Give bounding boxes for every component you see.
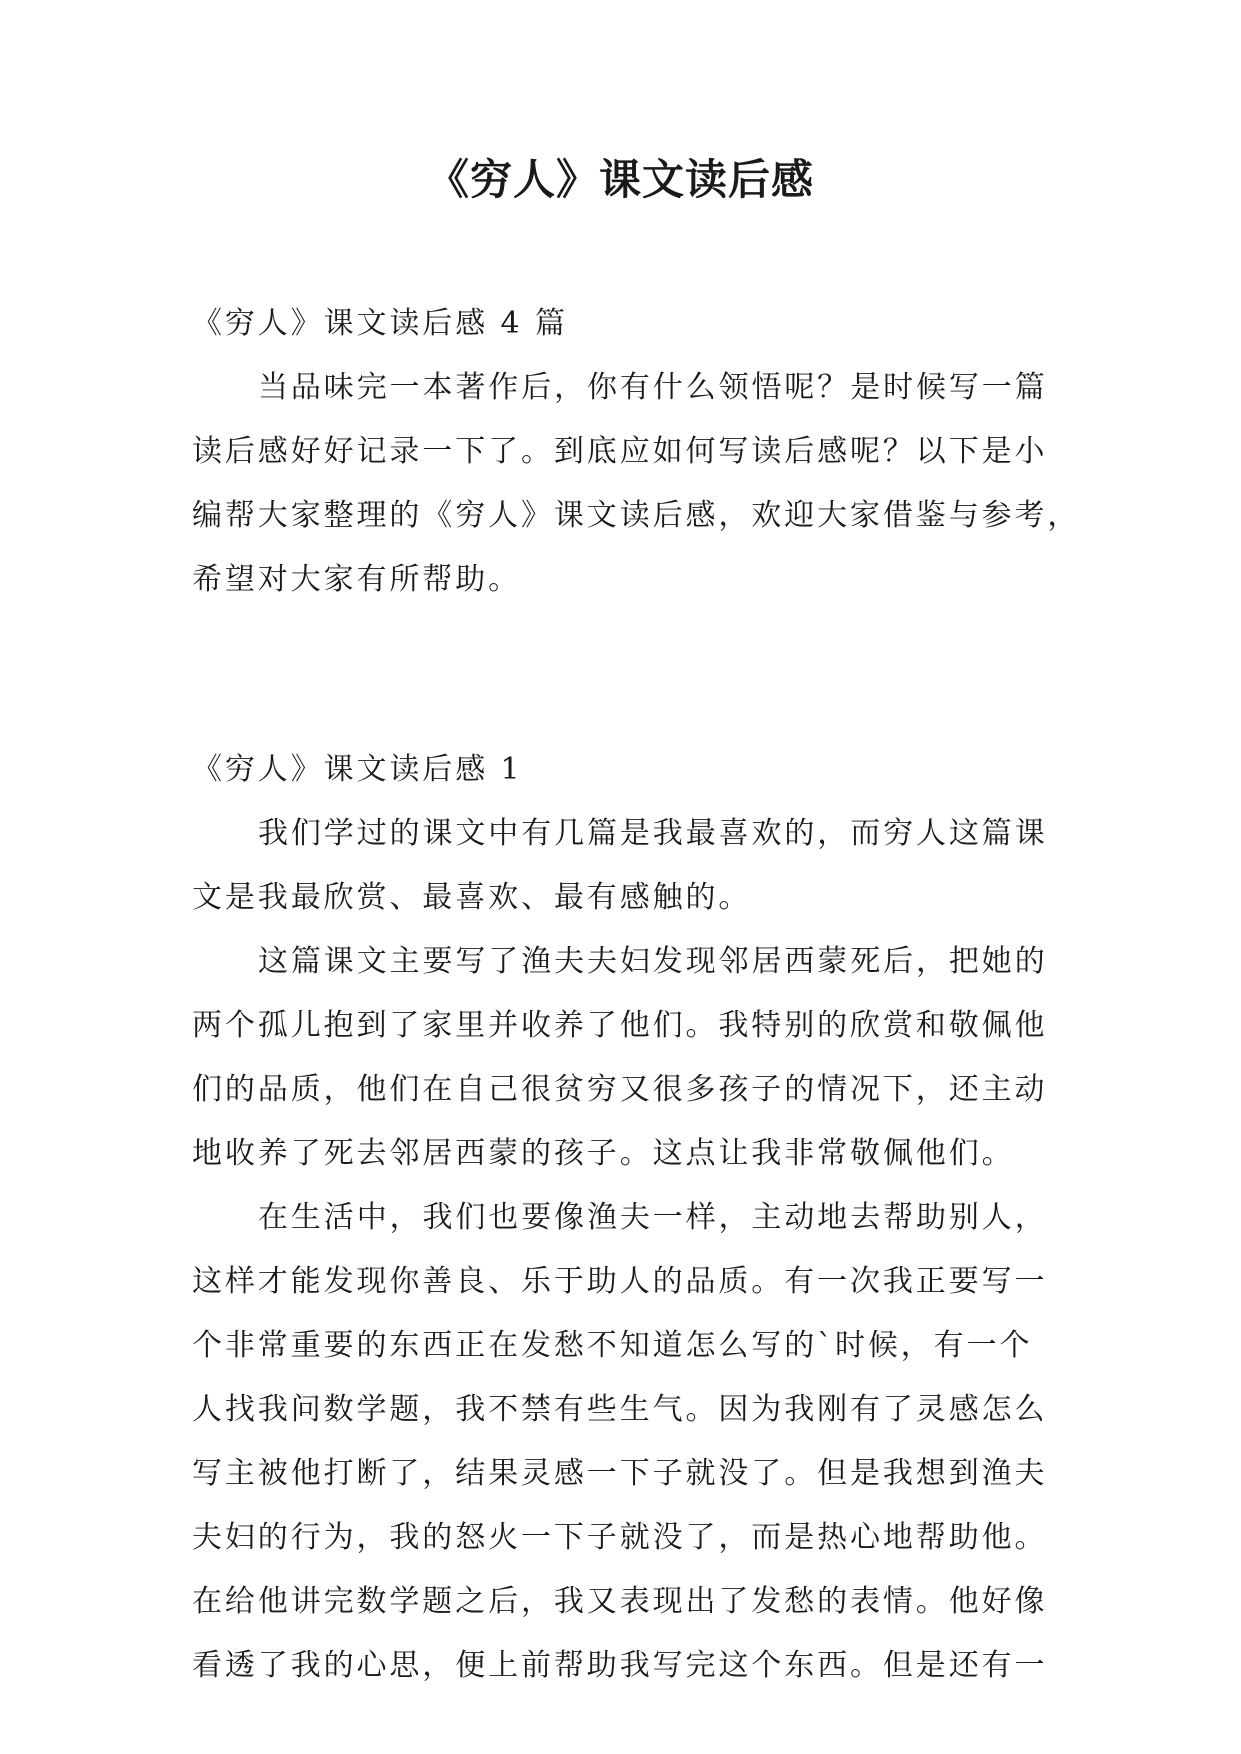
intro-line: 当品味完一本著作后，你有什么领悟呢？是时候写一篇 bbox=[258, 370, 1048, 405]
paragraph-line: 人找我问数学题，我不禁有些生气。因为我刚有了灵感怎么 bbox=[192, 1392, 1048, 1427]
paragraph-line: 们的品质，他们在自己很贫穷又很多孩子的情况下，还主动 bbox=[192, 1072, 1048, 1107]
intro-heading: 《穷人》课文读后感 4 篇 bbox=[192, 306, 568, 341]
paragraph-line: 在生活中，我们也要像渔夫一样，主动地去帮助别人， bbox=[258, 1200, 1048, 1235]
paragraph-line: 个非常重要的东西正在发愁不知道怎么写的`时候，有一个 bbox=[192, 1328, 1033, 1363]
paragraph-line: 文是我最欣赏、最喜欢、最有感触的。 bbox=[192, 880, 752, 915]
paragraph-line: 我们学过的课文中有几篇是我最喜欢的，而穷人这篇课 bbox=[258, 816, 1048, 851]
paragraph-line: 看透了我的心思，便上前帮助我写完这个东西。但是还有一 bbox=[192, 1648, 1048, 1683]
paragraph-line: 这篇课文主要写了渔夫夫妇发现邻居西蒙死后，把她的 bbox=[258, 944, 1048, 979]
intro-line: 希望对大家有所帮助。 bbox=[192, 562, 521, 597]
section-spacer bbox=[192, 612, 1062, 738]
intro-line: 编帮大家整理的《穷人》课文读后感，欢迎大家借鉴与参考， bbox=[192, 498, 1081, 533]
essay-heading: 《穷人》课文读后感 1 bbox=[192, 752, 523, 787]
paragraph-line: 在给他讲完数学题之后，我又表现出了发愁的表情。他好像 bbox=[192, 1584, 1048, 1619]
paragraph-line: 两个孤儿抱到了家里并收养了他们。我特别的欣赏和敬佩他 bbox=[192, 1008, 1048, 1043]
document-body bbox=[192, 292, 1081, 1698]
paragraph-line: 写主被他打断了，结果灵感一下子就没了。但是我想到渔夫 bbox=[192, 1456, 1048, 1491]
paragraph-line: 夫妇的行为，我的怒火一下子就没了，而是热心地帮助他。 bbox=[192, 1520, 1048, 1555]
intro-line: 读后感好好记录一下了。到底应如何写读后感呢？以下是小 bbox=[192, 434, 1048, 469]
document-title: 《穷人》课文读后感 bbox=[426, 155, 814, 204]
paragraph-line: 这样才能发现你善良、乐于助人的品质。有一次我正要写一 bbox=[192, 1264, 1048, 1299]
paragraph-line: 地收养了死去邻居西蒙的孩子。这点让我非常敬佩他们。 bbox=[192, 1136, 1015, 1171]
